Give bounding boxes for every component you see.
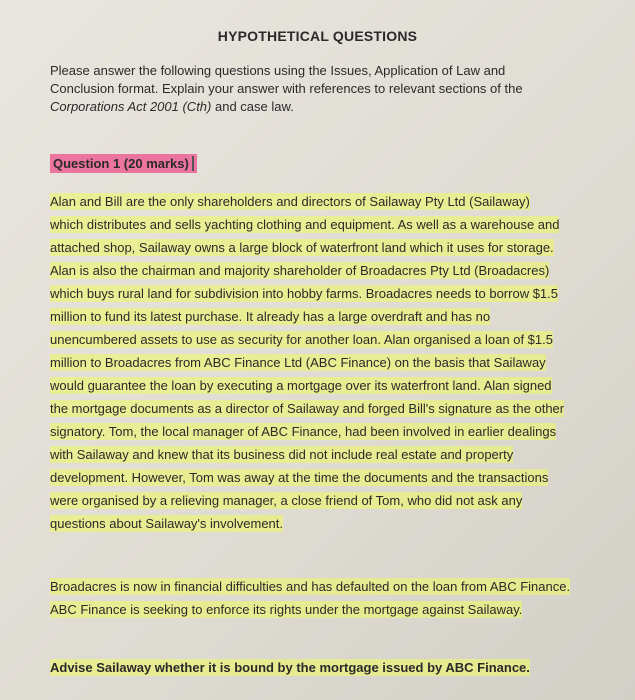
advise-text: Advise Sailaway whether it is bound by the mortgage issued by ABC Finance.	[50, 660, 530, 675]
document-title: HYPOTHETICAL QUESTIONS	[217, 28, 418, 44]
default-text: Broadacres is now in financial difficulties and has defaulted on the loan from ABC Finance. ABC Finance is seeking to enforce its rights under the mortgage against Sailaway.	[50, 579, 571, 617]
question-marks: (20 marks)	[124, 156, 194, 171]
question-heading	[50, 156, 197, 171]
scenario-text: Alan and Bill are the only shareholders and directors of Sailaway Pty Ltd (Sailaway) which distributes and sells yachting clothing and equipment. As well as a warehouse and attached shop, Sailaway owns a large block of waterfront land which it uses for storage. Alan is also the chairman and majority shareholder of Broadacres Pty Ltd (Broadacres) which buys rural land for subdivision into hobby farms. Broadacres needs to borrow $1.5 million to fund its latest purchase. It already has a large overdraft and has no unencumbered assets to use as security for another loan. Alan organised a loan of $1.5 million to Broadacres from ABC Finance Ltd (ABC Finance) on the basis that Sailaway would guarantee the loan by executing a mortgage over its waterfront land. Alan signed the mortgage documents as a director of Sailaway and forged Bill's signature as the other signatory. Tom, the local manager of ABC Finance, had been involved in earlier dealings with Sailaway and knew that its business did not include real estate and property development. However, Tom was away at the time the documents and the transactions were organised by a relieving manager, a close friend of Tom, who did not ask any questions about Sailaway's involvement.	[50, 194, 565, 531]
instructions-tail: and case law.	[211, 99, 294, 114]
instructions	[50, 62, 570, 116]
advise-instruction	[50, 660, 580, 675]
question-scenario-paragraph	[50, 190, 565, 535]
question-label: Question 1 (20 marks)	[50, 154, 197, 173]
default-paragraph	[50, 575, 575, 621]
instructions-act-reference: Corporations Act 2001 (Cth)	[50, 99, 212, 114]
instructions-text: Please answer the following questions using the Issues, Application of Law and Conclusion format. Explain your answer with references to relevant sections of the	[50, 63, 523, 96]
